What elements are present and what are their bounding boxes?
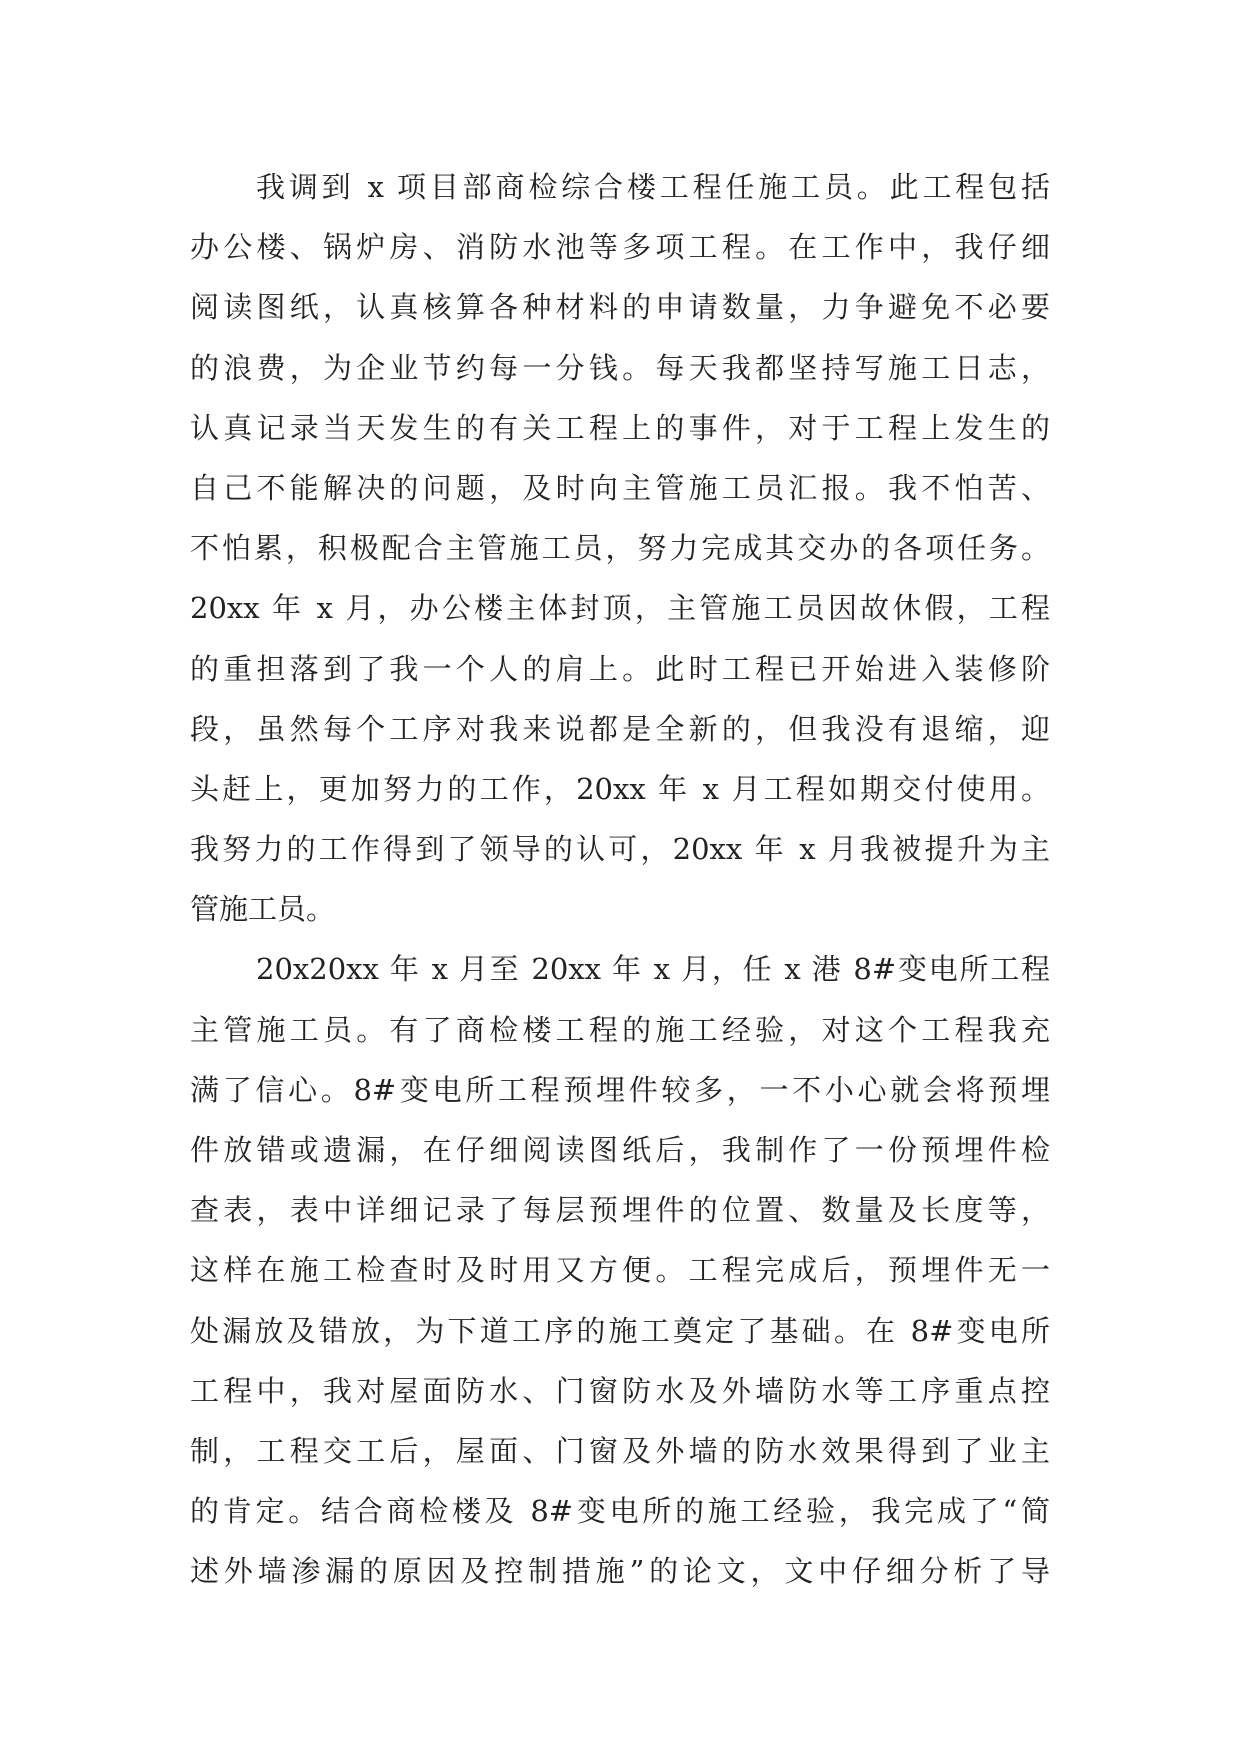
text-line: 我努力的工作得到了领导的认可，20xx 年 x 月我被提升为主 xyxy=(190,832,1050,867)
text-line: 件放错或遗漏，在仔细阅读图纸后，我制作了一份预埋件检 xyxy=(190,1133,1050,1167)
text-line: 处漏放及错放，为下道工序的施工奠定了基础。在 8#变电所 xyxy=(190,1313,1050,1348)
text-line: 认真记录当天发生的有关工程上的事件，对于工程上发生的 xyxy=(190,410,1050,445)
text-line: 我调到 x 项目部商检综合楼工程任施工员。此工程包括 xyxy=(256,170,1050,204)
text-line: 20xx 年 x 月，办公楼主体封顶，主管施工员因故休假，工程 xyxy=(190,591,1050,626)
text-line: 这样在施工检查时及时用又方便。工程完成后，预埋件无一 xyxy=(190,1253,1050,1288)
text-line: 不怕累，积极配合主管施工员，努力完成其交办的各项任务。 xyxy=(190,531,1050,566)
text-line: 段，虽然每个工序对我来说都是全新的，但我没有退缩，迎 xyxy=(190,711,1050,746)
text-line: 的浪费，为企业节约每一分钱。每天我都坚持写施工日志， xyxy=(190,350,1050,385)
text-line: 管施工员。 xyxy=(190,892,336,927)
text-line: 制，工程交工后，屋面、门窗及外墙的防水效果得到了业主 xyxy=(190,1433,1050,1468)
text-line: 阅读图纸，认真核算各种材料的申请数量，力争避免不必要 xyxy=(190,290,1050,325)
text-line: 工程中，我对屋面防水、门窗防水及外墙防水等工序重点控 xyxy=(190,1373,1050,1408)
text-line: 查表，表中详细记录了每层预埋件的位置、数量及长度等， xyxy=(190,1193,1050,1228)
text-line: 的重担落到了我一个人的肩上。此时工程已开始进入装修阶 xyxy=(190,651,1050,686)
text-line: 满了信心。8#变电所工程预埋件较多，一不小心就会将预埋 xyxy=(190,1072,1050,1107)
body-text xyxy=(190,157,1050,1602)
text-line: 自己不能解决的问题，及时向主管施工员汇报。我不怕苦、 xyxy=(190,470,1050,505)
text-line: 办公楼、锅炉房、消防水池等多项工程。在工作中，我仔细 xyxy=(190,230,1050,265)
text-line: 主管施工员。有了商检楼工程的施工经验，对这个工程我充 xyxy=(190,1012,1050,1047)
text-line: 20x20xx 年 x 月至 20xx 年 x 月，任 x 港 8#变电所工程 xyxy=(256,952,1050,987)
text-line: 述外墙渗漏的原因及控制措施”的论文，文中仔细分析了导 xyxy=(190,1554,1050,1589)
text-line: 头赶上，更加努力的工作，20xx 年 x 月工程如期交付使用。 xyxy=(190,771,1050,806)
text-line: 的肯定。结合商检楼及 8#变电所的施工经验，我完成了“简 xyxy=(190,1494,1050,1529)
